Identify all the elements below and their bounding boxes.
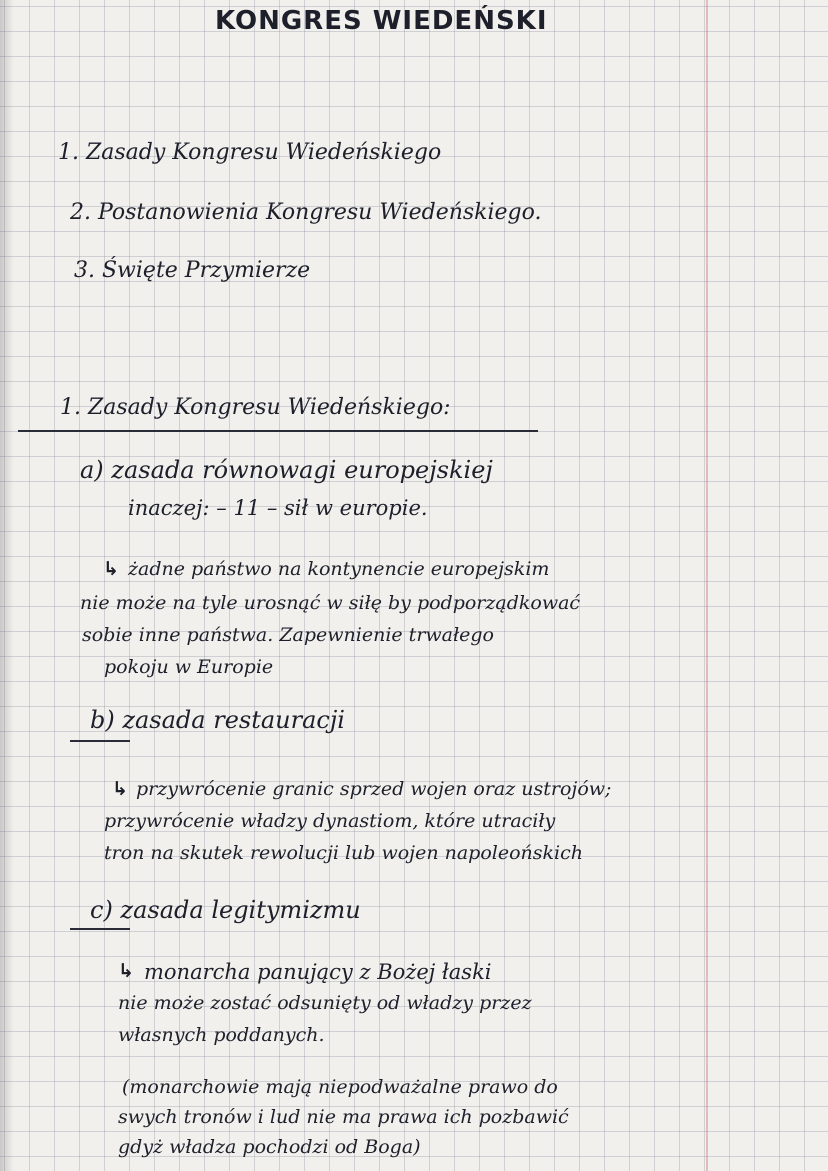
principle-c-desc-2: nie może zostać odsunięty od władzy przez <box>118 992 532 1014</box>
principle-c-desc-1: monarcha panujący z Bożej łaski <box>144 960 492 984</box>
arrow-icon: ↳ <box>112 778 128 800</box>
principle-b-desc-3: tron na skutek rewolucji lub wojen napoleońskich <box>104 842 583 864</box>
margin-line <box>706 0 708 1171</box>
principle-c-desc-3: własnych poddanych. <box>118 1024 325 1046</box>
principle-b-title: b) zasada restauracji <box>90 706 345 734</box>
principle-a-desc-4: pokoju w Europie <box>104 656 274 678</box>
principle-b-underline <box>70 740 130 742</box>
section-heading-underline <box>18 430 538 432</box>
toc-item-2: 2. Postanowienia Kongresu Wiedeńskiego. <box>70 200 542 225</box>
toc-item-3: 3. Święte Przymierze <box>74 258 311 283</box>
principle-a-desc-1: żadne państwo na kontynencie europejskim <box>128 558 550 580</box>
binding-shadow <box>0 0 14 1171</box>
principle-a-desc-2: nie może na tyle urosnąć w siłę by podporządkować <box>80 592 581 614</box>
principle-b-desc-1: przywrócenie granic sprzed wojen oraz ustrojów; <box>136 778 612 800</box>
section-heading: 1. Zasady Kongresu Wiedeńskiego: <box>60 395 451 420</box>
principle-c-note-3: gdyż władza pochodzi od Boga) <box>118 1136 421 1158</box>
principle-c-note-1: (monarchowie mają niepodważalne prawo do <box>122 1076 558 1098</box>
principle-b-desc-2: przywrócenie władzy dynastiom, które utraciły <box>104 810 556 832</box>
toc-item-1: 1. Zasady Kongresu Wiedeńskiego <box>58 140 442 165</box>
arrow-icon: ↳ <box>103 558 119 580</box>
principle-c-underline <box>70 928 130 930</box>
principle-a-title: a) zasada równowagi europejskiej <box>80 456 493 484</box>
page-title: KONGRES WIEDEŃSKI <box>215 6 548 36</box>
principle-a-alias: inaczej: – 11 – sił w europie. <box>128 496 428 520</box>
arrow-icon: ↳ <box>118 960 134 982</box>
principle-c-title: c) zasada legitymizmu <box>90 896 361 924</box>
principle-a-desc-3: sobie inne państwa. Zapewnienie trwałego <box>82 624 494 646</box>
principle-c-note-2: swych tronów i lud nie ma prawa ich pozbawić <box>118 1106 569 1128</box>
